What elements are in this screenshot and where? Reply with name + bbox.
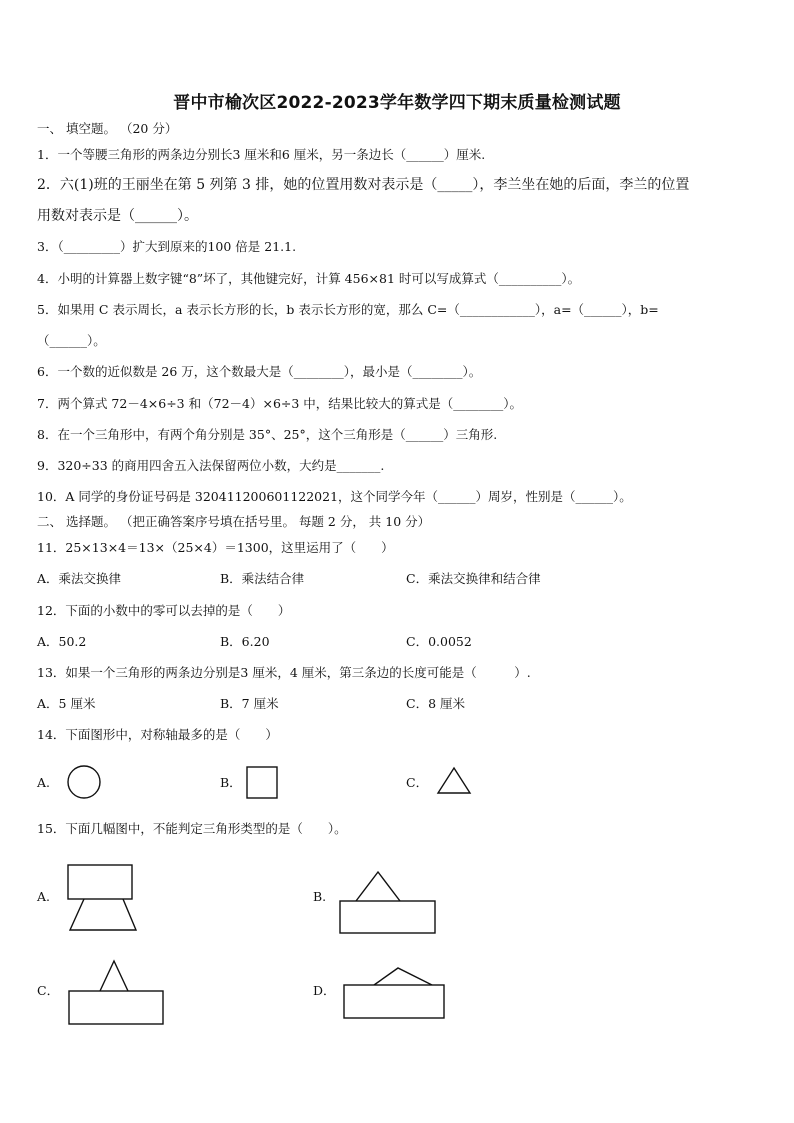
q12-option-c: C．0.0052 [406,634,472,649]
question-4: 4．小明的计算器上数字键“8”坏了，其他键完好，计算 456×81 时可以写成算式（__________）。 [37,271,581,286]
question-10: 10．A 同学的身份证号码是 320411200601122021，这个同学今年（______）周岁，性别是（______）。 [37,489,632,504]
section-choice-heading: 二、 选择题。 （把正确答案序号填在括号里。 每题 2 分， 共 10 分） [37,514,431,529]
question-8: 8．在一个三角形中，有两个角分别是 35°、25°，这个三角形是（______）三角形. [37,427,498,442]
q13-option-b: B．7 厘米 [220,696,279,711]
q14-option-b-label: B． [220,775,242,790]
q13-option-c: C．8 厘米 [406,696,465,711]
question-7: 7．两个算式 72－4×6÷3 和（72－4）×6÷3 中，结果比较大的算式是（________）。 [37,396,523,411]
triangle-covered-by-rectangle-d [340,965,450,1023]
q15-option-a-label: A. [37,889,51,904]
question-11: 11．25×13×4＝13×（25×4）＝1300，这里运用了（ ） [37,540,394,555]
triangle-covered-by-rectangle-b [338,868,438,936]
q12-option-a: A．50.2 [37,634,87,649]
q15-option-c-label: C． [37,983,60,998]
triangle-covered-by-rectangle-c [66,957,166,1027]
page-title: 晋中市榆次区2022-2023学年数学四下期末质量检测试题 [173,93,621,113]
q12-option-b: B．6.20 [220,634,270,649]
q15-option-b-label: B. [313,889,327,904]
triangle-covered-by-rectangle-a [66,862,142,934]
question-5-line-2: （______）。 [37,333,106,348]
question-9: 9．320÷33 的商用四舍五入法保留两位小数，大约是_______. [37,458,385,473]
q13-option-a: A．5 厘米 [37,696,96,711]
question-1: 1．一个等腰三角形的两条边分别长3 厘米和6 厘米，另一条边长（______）厘米. [37,147,486,162]
q15-option-d-label: D． [313,983,336,998]
section-fill-blank-heading: 一、 填空题。 （20 分） [37,121,178,136]
triangle-figure [436,766,472,796]
q14-option-a-label: A. [37,775,51,790]
question-2-line-2: 用数对表示是（______）。 [37,208,198,224]
question-5-line-1: 5．如果用 C 表示周长，a 表示长方形的长，b 表示长方形的宽，那么 C=（____________），a=（______），b= [37,302,659,317]
q11-option-a: A．乘法交换律 [37,571,122,586]
question-13: 13．如果一个三角形的两条边分别是3 厘米，4 厘米，第三条边的长度可能是（ ）. [37,665,531,680]
q14-option-c-label: C． [406,775,429,790]
question-6: 6．一个数的近似数是 26 万，这个数最大是（________），最小是（________）。 [37,364,482,379]
q11-option-b: B．乘法结合律 [220,571,305,586]
question-3: 3．（_________）扩大到原来的100 倍是 21.1. [37,239,297,254]
circle-figure [66,764,102,800]
square-figure [246,766,280,800]
q11-option-c: C．乘法交换律和结合律 [406,571,541,586]
question-14: 14．下面图形中，对称轴最多的是（ ） [37,727,278,742]
question-12: 12．下面的小数中的零可以去掉的是（ ） [37,603,291,618]
question-2-line-1: 2．六(1)班的王丽坐在第 5 列第 3 排，她的位置用数对表示是（_____），李兰坐在她的后面，李兰的位置 [37,177,690,193]
question-15: 15．下面几幅图中，不能判定三角形类型的是（ ）。 [37,821,347,836]
